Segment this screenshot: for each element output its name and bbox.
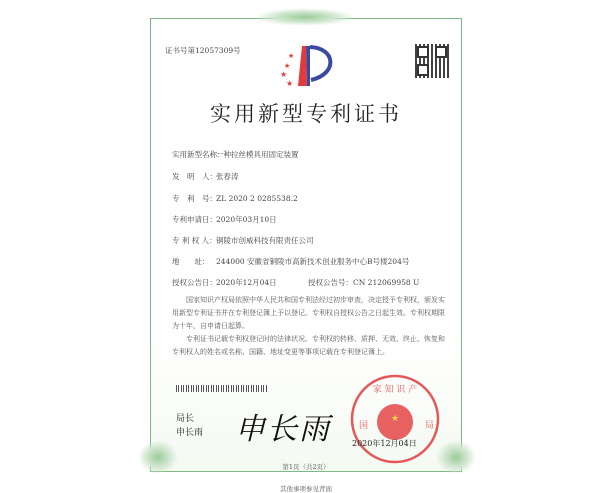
seal-date: 2020年12月04日 [352,439,417,448]
paragraph-grant: 国家知识产权局依照中华人民共和国专利法经过初步审查，决定授予专利权，颁发实用新型专利证书并在专利登记簿上予以登记。专利权自授权公告之日起生效。专利权期限为十年，自申请日起算。 [172,296,445,330]
svg-text:国: 国 [359,421,369,431]
field-inventor: 发 明 人：张春涛 [172,172,239,181]
svg-text:家 知 识 产: 家 知 识 产 [372,385,418,395]
certificate-number: 证书号第12057309号 [165,46,241,55]
director-name: 申长雨 [176,428,204,438]
field-patent-no: 专 利 号：ZL 2020 2 0285538.2 [172,194,298,203]
svg-text:★: ★ [288,52,295,60]
field-address: 地 址： 244000 安徽省铜陵市高新技术创业服务中心B号楼204号 [172,257,410,266]
signature: 申长雨 [235,412,331,447]
director-title: 局长 [176,414,195,424]
svg-text:★: ★ [284,62,291,70]
svg-text:★: ★ [390,414,400,424]
field-filing-date: 专利申请日：2020年03月10日 [172,215,277,224]
svg-text:★: ★ [286,79,294,88]
field-patentee: 专 利 权 人：铜陵市创威科技有限责任公司 [172,236,314,245]
certificate-title: 实用新型专利证书 [210,102,402,126]
cnipa-logo [280,44,340,88]
official-seal [345,370,445,468]
qr-code [415,44,449,78]
field-announcement-no: 授权公告号：CN 212069958 U [308,278,420,287]
barcode [176,385,268,392]
field-name: 实用新型名称：一种拉丝模具用固定装置 [172,150,299,159]
svg-text:★: ★ [280,70,288,79]
page-info: 第1页（共2页） [282,463,330,471]
paragraph-legal: 专利证书记载专利权登记时的法律状况。专利权的转移、质押、无效、终止、恢复和专利权人的姓名或名称、国籍、地址变更等事项记载在专利登记簿上。 [172,335,445,356]
svg-text:局: 局 [425,421,435,431]
field-grant-date: 授权公告日：2020年12月04日 [172,278,277,287]
top-ornament [255,8,355,26]
footer-note: 其他事项参见背面 [280,485,332,493]
